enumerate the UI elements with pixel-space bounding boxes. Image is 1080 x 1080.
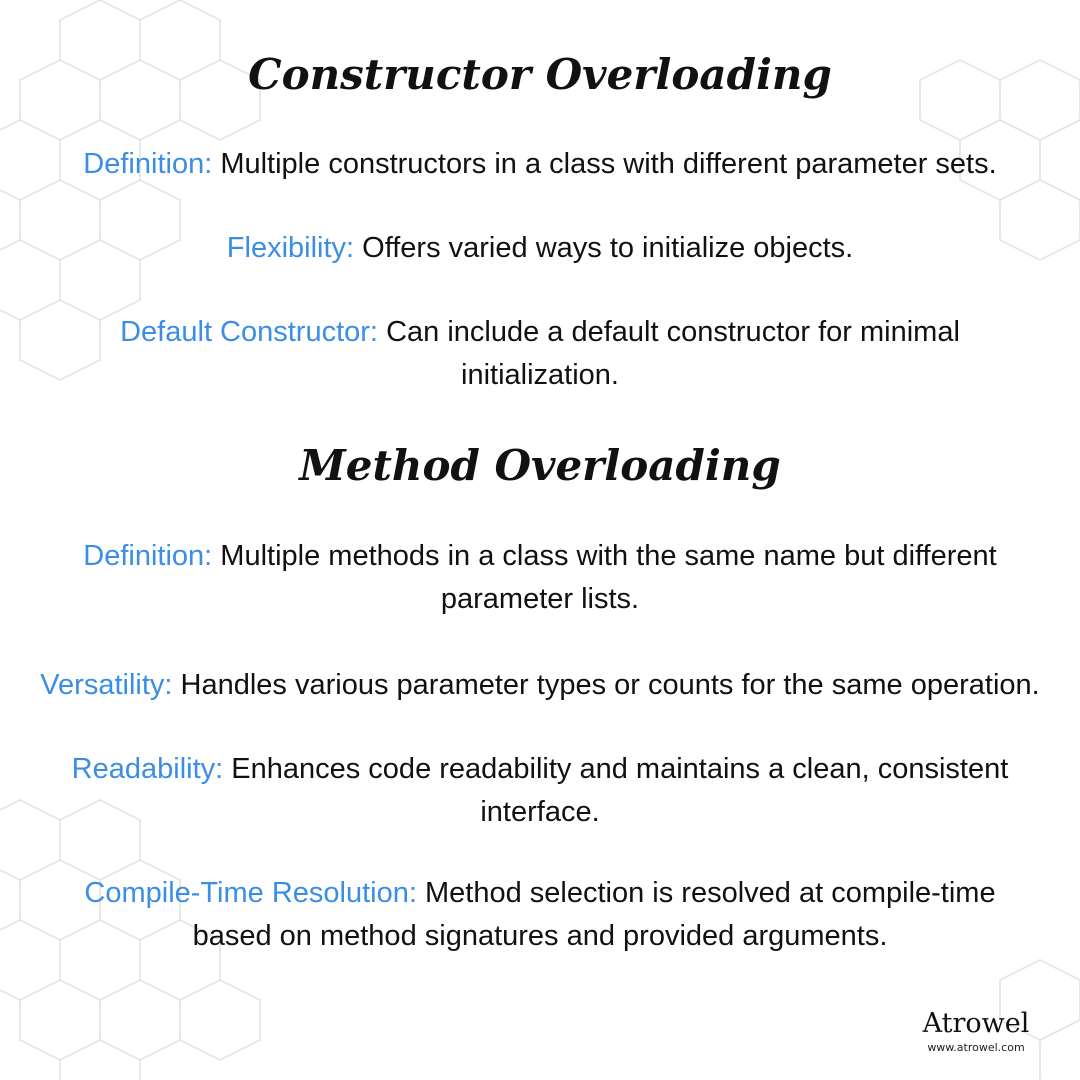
item-text: Offers varied ways to initialize objects. xyxy=(362,232,854,264)
item-method-definition xyxy=(70,535,1010,621)
brand-url[interactable]: www.atrowel.com xyxy=(927,1041,1025,1054)
item-text: Can include a default constructor for minimal initialization. xyxy=(386,316,960,391)
item-label: Default Constructor: xyxy=(120,316,378,348)
item-constructor-flexibility xyxy=(40,227,1040,270)
item-method-readability xyxy=(70,748,1010,834)
item-label: Compile-Time Resolution: xyxy=(84,877,417,909)
brand-logo xyxy=(916,1010,1036,1054)
item-constructor-default xyxy=(100,311,980,397)
item-text: Enhances code readability and maintains a clean, consistent interface. xyxy=(231,753,1009,828)
brand-name: Atrowel xyxy=(922,1008,1030,1039)
item-text: Method selection is resolved at compile-time based on method signatures and provided arguments. xyxy=(192,877,996,952)
item-method-versatility xyxy=(20,664,1060,707)
item-text: Handles various parameter types or counts for the same operation. xyxy=(180,669,1040,701)
item-label: Readability: xyxy=(71,753,224,785)
section-title-method-overloading: Method Overloading xyxy=(299,441,781,490)
item-label: Definition: xyxy=(83,540,213,572)
item-method-compile-time-resolution xyxy=(70,872,1010,958)
item-label: Definition: xyxy=(83,148,213,180)
item-text: Multiple constructors in a class with different parameter sets. xyxy=(220,148,997,180)
item-text: Multiple methods in a class with the same name but different parameter lists. xyxy=(220,540,997,615)
item-label: Flexibility: xyxy=(226,232,355,264)
item-constructor-definition xyxy=(40,143,1040,186)
section-title-constructor-overloading: Constructor Overloading xyxy=(248,50,832,99)
item-label: Versatility: xyxy=(40,669,173,701)
